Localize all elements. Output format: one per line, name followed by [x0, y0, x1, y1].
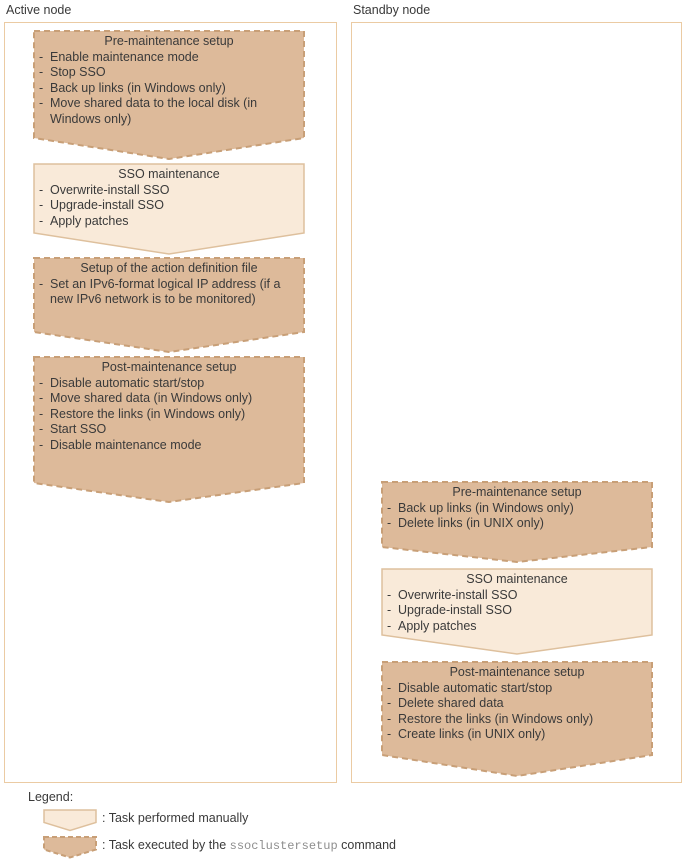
task-items	[33, 183, 305, 230]
task-box	[33, 257, 305, 353]
task-item: - Upgrade-install SSO	[33, 198, 305, 214]
task-item: - Delete shared data	[381, 696, 653, 712]
task-text	[381, 481, 653, 532]
task-items	[33, 50, 305, 128]
legend-label: Legend:	[28, 790, 74, 804]
legend-entry-text: : Task executed by the	[102, 838, 230, 852]
task-text	[33, 163, 305, 229]
task-box	[33, 30, 305, 160]
task-item: - Start SSO	[33, 422, 305, 438]
task-item: - Restore the links (in Windows only)	[381, 712, 653, 728]
task-item: - Overwrite-install SSO	[33, 183, 305, 199]
command-task-shape-icon	[43, 836, 97, 859]
task-box	[33, 356, 305, 503]
task-box	[381, 568, 653, 655]
task-items	[381, 681, 653, 743]
task-text	[33, 356, 305, 453]
task-item: - Restore the links (in Windows only)	[33, 407, 305, 423]
task-box	[381, 481, 653, 563]
task-text	[33, 257, 305, 308]
task-box	[381, 661, 653, 777]
task-text	[381, 661, 653, 743]
task-items	[381, 588, 653, 635]
task-title: Pre-maintenance setup	[104, 34, 234, 48]
task-item: - Back up links (in Windows only)	[33, 81, 305, 97]
task-text	[381, 568, 653, 634]
task-item: - Disable maintenance mode	[33, 438, 305, 454]
task-items	[33, 277, 305, 308]
task-item: - Back up links (in Windows only)	[381, 501, 653, 517]
task-item: - Apply patches	[381, 619, 653, 635]
task-items	[33, 376, 305, 454]
task-item: - Set an IPv6-format logical IP address (if a new IPv6 network is to be monitored)	[33, 277, 305, 308]
legend-entry-text: command	[337, 838, 397, 852]
task-item: - Upgrade-install SSO	[381, 603, 653, 619]
task-item: - Disable automatic start/stop	[33, 376, 305, 392]
task-title: Pre-maintenance setup	[452, 485, 582, 499]
task-item: - Overwrite-install SSO	[381, 588, 653, 604]
task-item: - Move shared data to the local disk (in Windows only)	[33, 96, 305, 127]
task-item: - Apply patches	[33, 214, 305, 230]
task-item: - Delete links (in UNIX only)	[381, 516, 653, 532]
legend-entry-manual	[102, 811, 248, 827]
legend-entry-command	[102, 838, 396, 855]
task-item: - Move shared data (in Windows only)	[33, 391, 305, 407]
task-title: Post-maintenance setup	[101, 360, 237, 374]
task-title: SSO maintenance	[118, 167, 220, 181]
manual-task-shape-icon	[43, 809, 97, 832]
task-item: - Disable automatic start/stop	[381, 681, 653, 697]
task-item: - Enable maintenance mode	[33, 50, 305, 66]
command-name: ssoclustersetup	[229, 839, 338, 853]
legend-entry-text: : Task performed manually	[102, 811, 249, 825]
task-item: - Stop SSO	[33, 65, 305, 81]
column-label: Active node	[6, 3, 72, 17]
task-text	[33, 30, 305, 127]
task-item: - Create links (in UNIX only)	[381, 727, 653, 743]
task-title: Post-maintenance setup	[449, 665, 585, 679]
task-title: SSO maintenance	[466, 572, 568, 586]
task-items	[381, 501, 653, 532]
task-box	[33, 163, 305, 255]
column-label: Standby node	[353, 3, 431, 17]
task-title: Setup of the action definition file	[80, 261, 258, 275]
